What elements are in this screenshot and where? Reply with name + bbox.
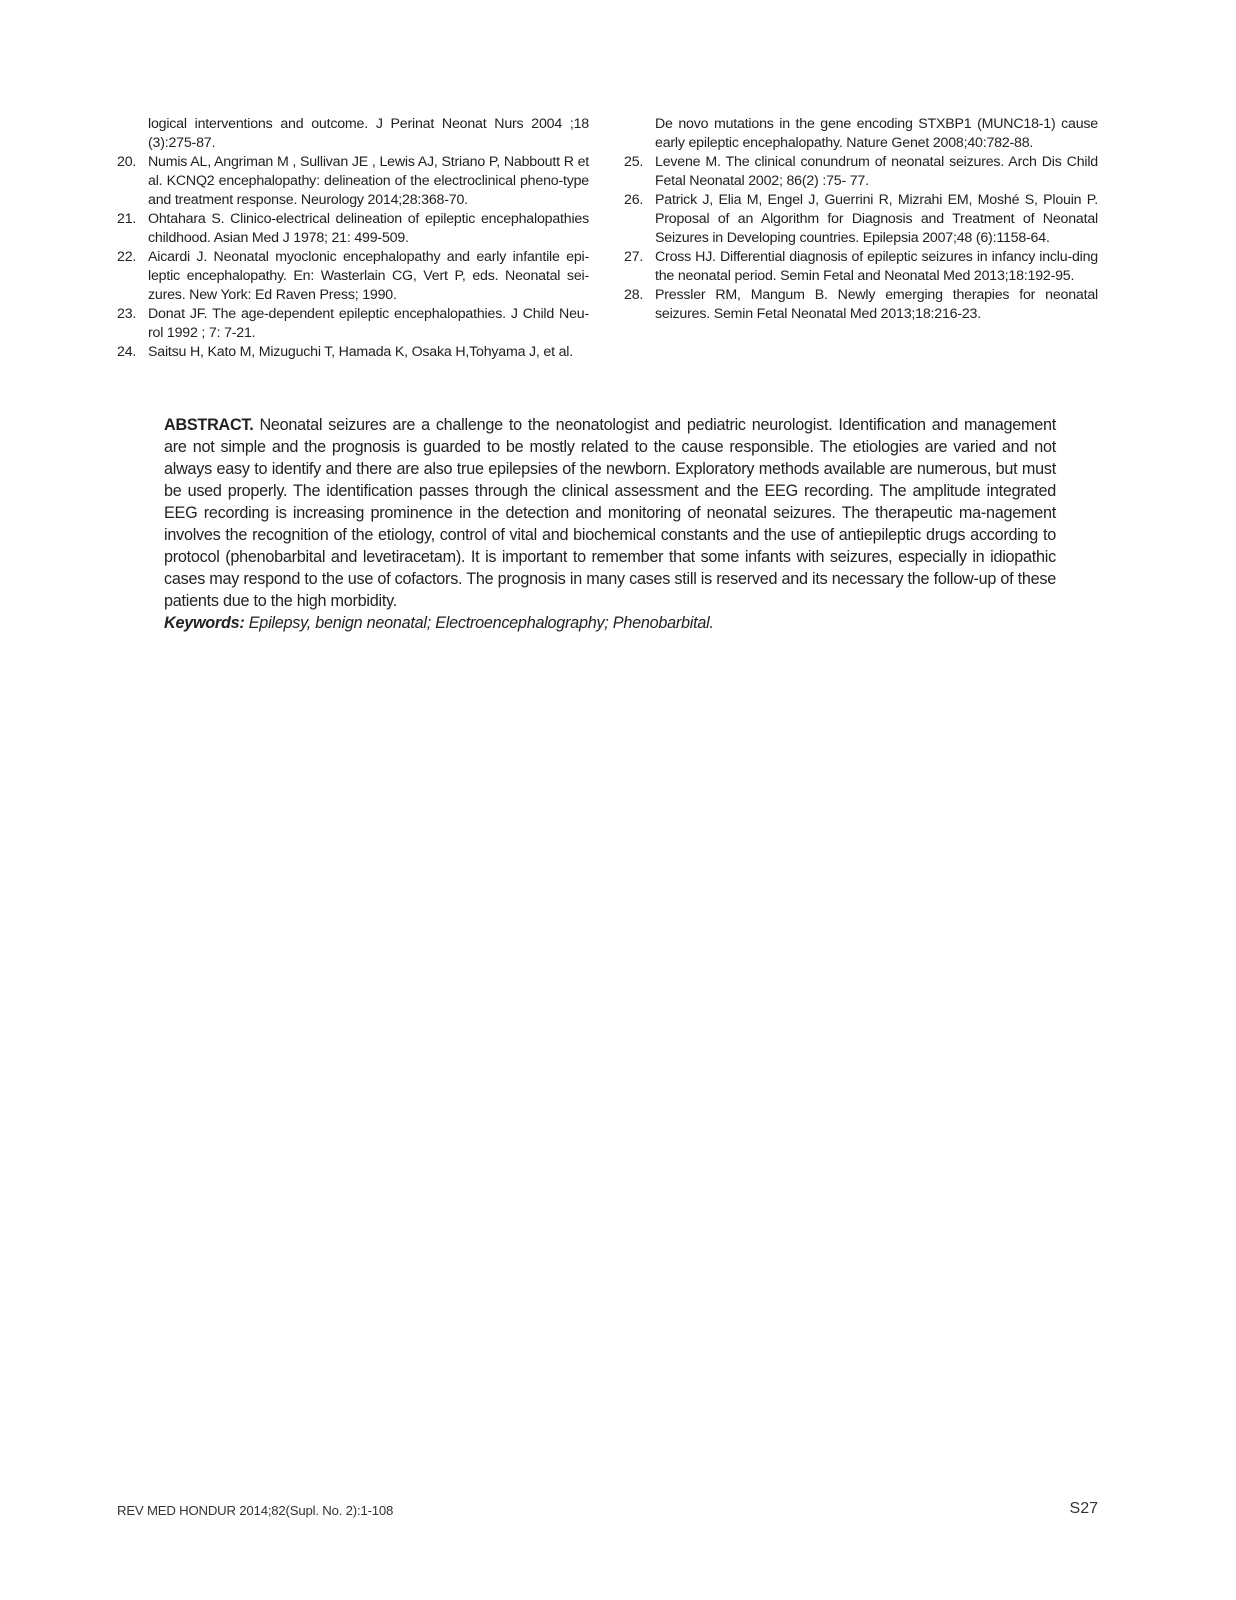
reference-item — [624, 191, 1098, 248]
reference-text: Aicardi J. Neonatal myoclonic encephalopathy and early infantile epi-leptic encephalopathy. En: Wasterlain CG, Vert P, eds. Neonatal sei-zures. New York: Ed Raven Press; 1990. — [148, 249, 589, 303]
reference-number: 23. — [117, 306, 137, 322]
reference-number: 24. — [117, 344, 137, 360]
reference-item — [117, 343, 589, 362]
reference-item — [117, 248, 589, 305]
reference-number: 26. — [624, 192, 644, 208]
abstract-paragraph — [164, 414, 1056, 612]
references-right-column — [624, 115, 1098, 324]
reference-text: Numis AL, Angriman M , Sullivan JE , Lewis AJ, Striano P, Nabboutt R et al. KCNQ2 encephalopathy: delineation of the electroclinical pheno-type and treatment response. Neurology 2014;28:368-70. — [148, 154, 589, 208]
reference-text: Levene M. The clinical conundrum of neonatal seizures. Arch Dis Child Fetal Neonatal 2002; 86(2) :75- 77. — [655, 154, 1098, 189]
keywords-line — [164, 612, 1056, 634]
reference-number: 25. — [624, 154, 644, 170]
reference-item — [117, 305, 589, 343]
reference-item — [624, 115, 1098, 153]
references-left-column — [117, 115, 589, 362]
reference-text: Cross HJ. Differential diagnosis of epileptic seizures in infancy inclu-ding the neonatal period. Semin Fetal and Neonatal Med 2013;18:192-95. — [655, 249, 1098, 284]
reference-item — [624, 286, 1098, 324]
reference-item — [117, 210, 589, 248]
reference-text: Donat JF. The age-dependent epileptic encephalopathies. J Child Neu-rol 1992 ; 7: 7-21. — [148, 306, 589, 341]
reference-text: Saitsu H, Kato M, Mizuguchi T, Hamada K, Osaka H,Tohyama J, et al. — [148, 344, 573, 360]
journal-citation-footer: REV MED HONDUR 2014;82(Supl. No. 2):1-108 — [117, 1503, 394, 1518]
reference-item — [624, 248, 1098, 286]
reference-number: 21. — [117, 211, 137, 227]
abstract-label: ABSTRACT. — [164, 416, 254, 434]
reference-text: Pressler RM, Mangum B. Newly emerging therapies for neonatal seizures. Semin Fetal Neonatal Med 2013;18:216-23. — [655, 287, 1098, 322]
reference-text: logical interventions and outcome. J Perinat Neonat Nurs 2004 ;18 (3):275-87. — [148, 116, 589, 151]
reference-text: Patrick J, Elia M, Engel J, Guerrini R, Mizrahi EM, Moshé S, Plouin P. Proposal of an Algorithm for Diagnosis and Treatment of Neonatal Seizures in Developing countries. Epilepsia 2007;48 (6):1158-64. — [655, 192, 1098, 246]
reference-text: De novo mutations in the gene encoding STXBP1 (MUNC18-1) cause early epileptic encephalopathy. Nature Genet 2008;40:782-88. — [655, 116, 1098, 151]
abstract-text: Neonatal seizures are a challenge to the neonatologist and pediatric neurologist. Identification and management are not simple and the prognosis is guarded to be mostly related to the cause responsible. The etiologies are varied and not always easy to identify and there are also true epilepsies of the newborn. Exploratory methods available are numerous, but must be used properly. The identification passes through the clinical assessment and the EEG recording. The amplitude integrated EEG recording is increasing prominence in the detection and monitoring of neonatal seizures. The therapeutic ma-nagement involves the recognition of the etiology, control of vital and biochemical constants and the use of antiepileptic drugs according to protocol (phenobarbital and levetiracetam). It is important to remember that some infants with seizures, especially in idiopathic cases may respond to the use of cofactors. The prognosis in many cases still is reserved and its necessary the follow-up of these patients due to the high morbidity. — [164, 416, 1056, 610]
keywords-text: Epilepsy, benign neonatal; Electroencephalography; Phenobarbital. — [244, 614, 714, 632]
reference-text: Ohtahara S. Clinico-electrical delineation of epileptic encephalopathies childhood. Asian Med J 1978; 21: 499-509. — [148, 211, 589, 246]
reference-item — [624, 153, 1098, 191]
page-number: S27 — [1069, 1500, 1098, 1517]
reference-number: 20. — [117, 154, 137, 170]
reference-number: 27. — [624, 249, 644, 265]
abstract-block — [164, 414, 1056, 634]
keywords-label: Keywords: — [164, 614, 245, 632]
reference-number: 28. — [624, 287, 644, 303]
reference-number: 22. — [117, 249, 137, 265]
reference-item — [117, 153, 589, 210]
reference-item — [117, 115, 589, 153]
